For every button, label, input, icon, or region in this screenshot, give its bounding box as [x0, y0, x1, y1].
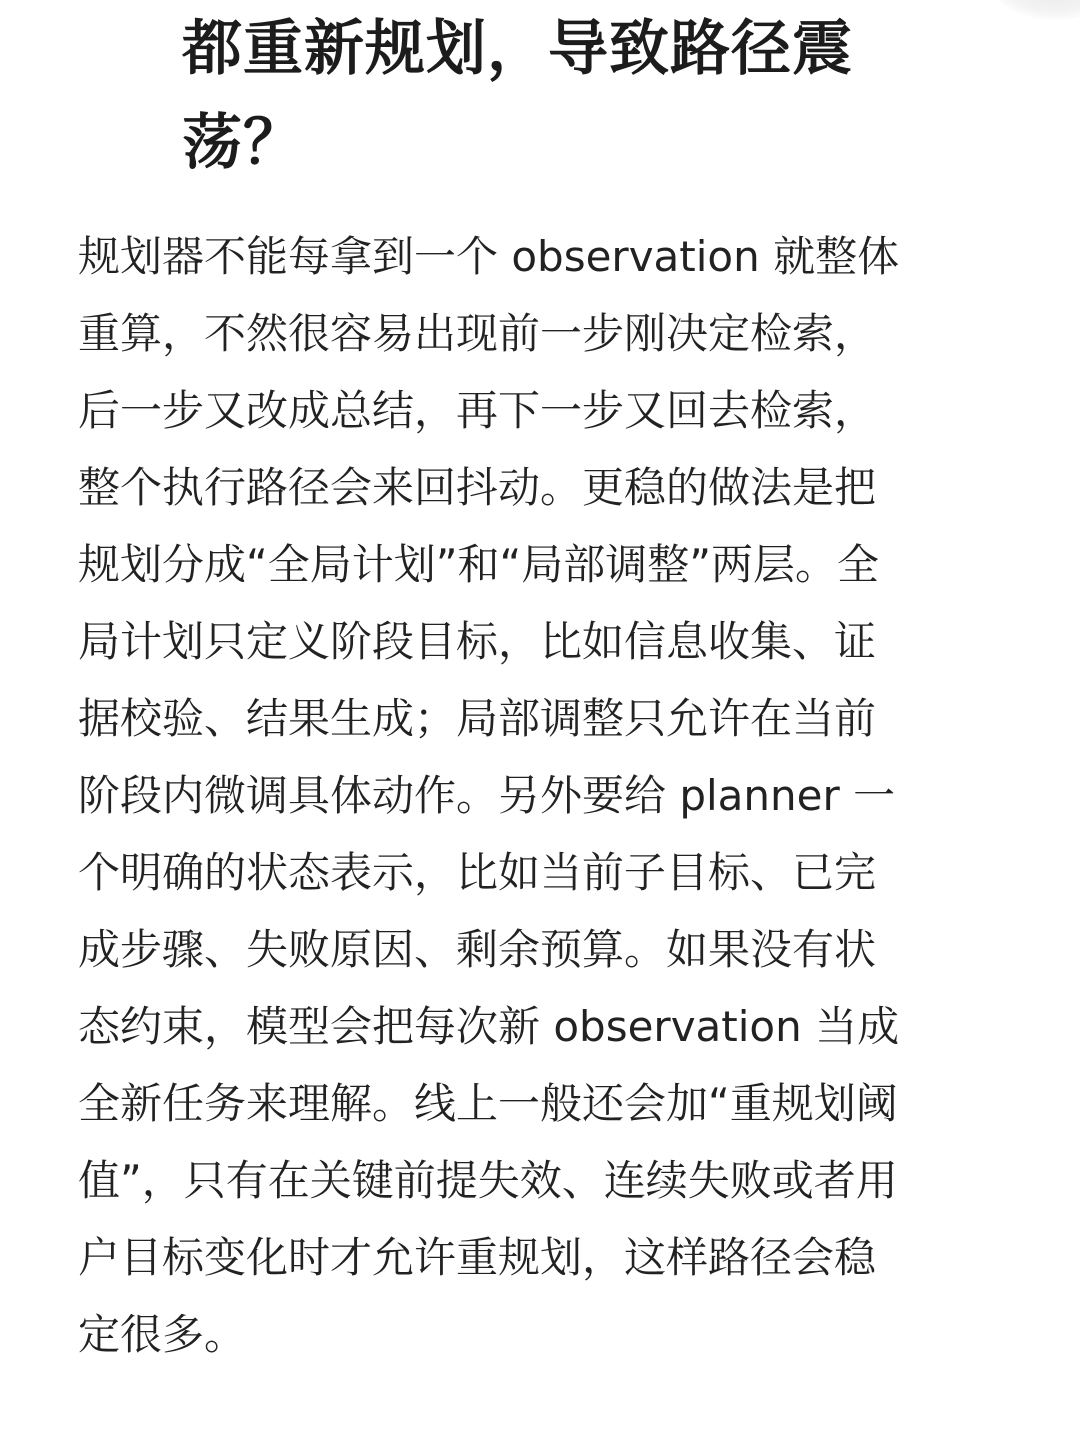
paragraph-line: 规划器不能每拿到一个 observation 就整体 [78, 232, 900, 281]
heading-line: 荡？ [182, 108, 304, 178]
paragraph-line: 全新任务来理解。线上一般还会加“重规划阈 [78, 1079, 898, 1128]
paragraph-line: 户目标变化时才允许重规划，这样路径会稳 [78, 1233, 877, 1282]
paragraph-line: 局计划只定义阶段目标，比如信息收集、证 [78, 617, 877, 666]
paragraph-line: 整个执行路径会来回抖动。更稳的做法是把 [78, 463, 877, 512]
paragraph-line: 重算，不然很容易出现前一步刚决定检索， [78, 309, 877, 358]
paragraph-line: 态约束，模型会把每次新 observation 当成 [78, 1002, 900, 1051]
question-heading [182, 2, 922, 190]
paragraph-line: 后一步又改成总结，再下一步又回去检索， [78, 386, 877, 435]
paragraph-line: 定很多。 [78, 1310, 247, 1359]
paragraph-line: 成步骤、失败原因、剩余预算。如果没有状 [78, 925, 877, 974]
paragraph-line: 据校验、结果生成；局部调整只允许在当前 [78, 694, 877, 743]
paragraph-line: 规划分成“全局计划”和“局部调整”两层。全 [78, 540, 880, 589]
heading-line: 都重新规划，导致路径震 [182, 14, 853, 84]
corner-shadow [990, 0, 1080, 20]
paragraph-line: 值”，只有在关键前提失效、连续失败或者用 [78, 1156, 898, 1205]
paragraph-line: 阶段内微调具体动作。另外要给 planner 一 [78, 771, 896, 820]
paragraph-line: 个明确的状态表示，比如当前子目标、已完 [78, 848, 877, 897]
answer-paragraph [78, 218, 1018, 1373]
